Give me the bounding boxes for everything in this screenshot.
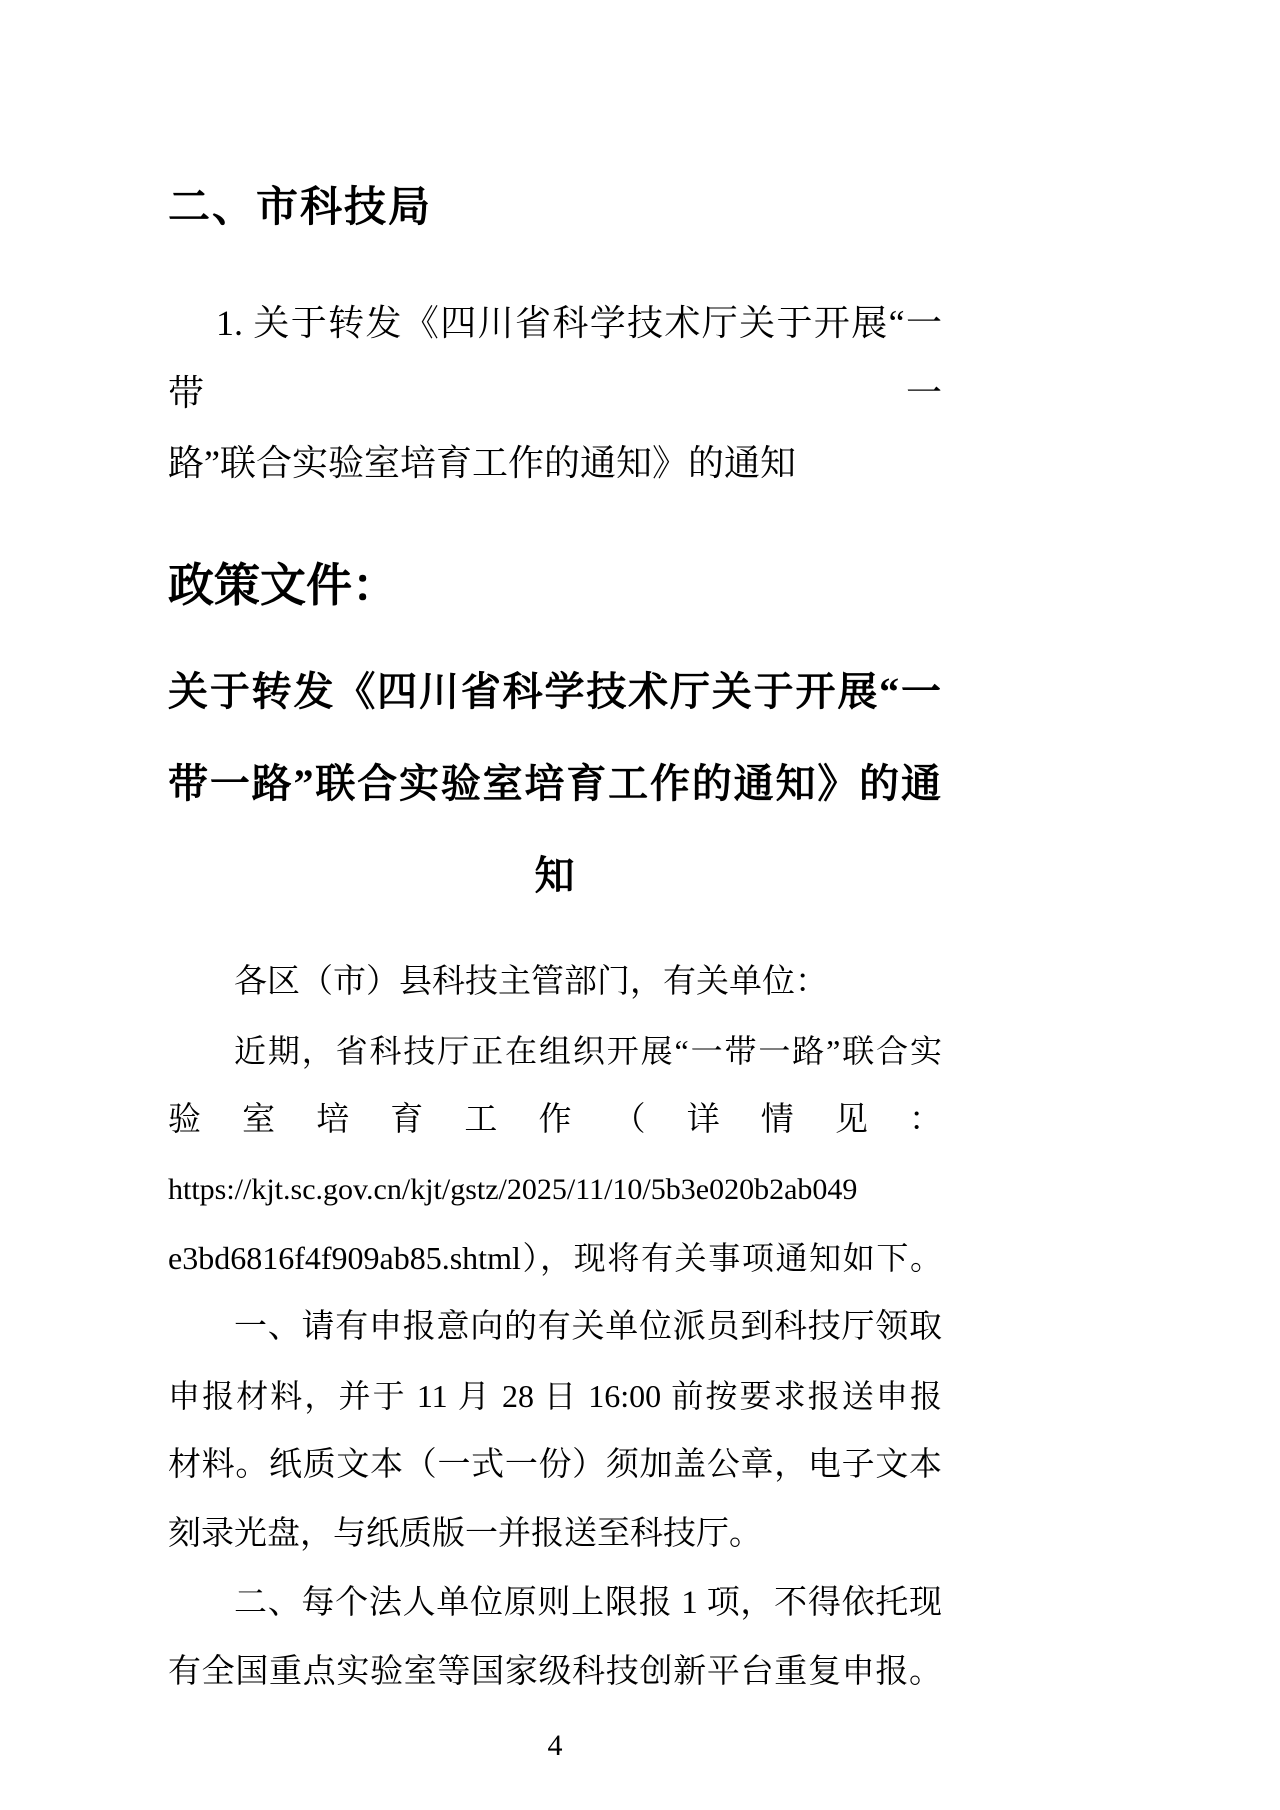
document-title — [168, 646, 942, 922]
document-title-line-1: 关于转发《四川省科学技术厅关于开展“一 — [168, 669, 942, 714]
intro-line-1: 近期，省科技厅正在组织开展“一带一路”联合实 — [234, 1033, 942, 1069]
point-2-line-1: 二、每个法人单位原则上限报 1 项，不得依托现 — [234, 1585, 942, 1621]
section-heading: 二、市科技局 — [168, 183, 433, 230]
point-2-line-2: 有全国重点实验室等国家级科技创新平台重复申报。 — [168, 1654, 942, 1690]
url-line-2-latin: e3bd6816f4f909ab85.shtml — [168, 1240, 521, 1276]
document-title-line-2: 带一路”联合实验室培育工作的通知》的通 — [168, 761, 942, 806]
document-title-line-3: 知 — [534, 853, 576, 898]
text-column — [0, 182, 942, 1763]
url-line-1: https://kjt.sc.gov.cn/kjt/gstz/2025/11/10/5b3e020b2ab049 — [168, 1173, 858, 1206]
point-1-line-3: 材料。纸质文本（一式一份）须加盖公章，电子文本 — [168, 1447, 942, 1483]
url-line-2-suffix: ），现将有关事项通知如下。 — [520, 1240, 942, 1276]
salutation-line: 各区（市）县科技主管部门，有关单位： — [234, 964, 828, 1000]
item-title-line-2: 路”联合实验室培育工作的通知》的通知 — [168, 443, 796, 483]
point-1-line-1: 一、请有申报意向的有关单位派员到科技厅领取 — [234, 1309, 942, 1345]
intro-line-2-spread: 验室培育工作（详情见： — [168, 1102, 942, 1138]
document-body — [168, 948, 942, 1707]
policy-file-label: 政策文件： — [168, 560, 398, 611]
item-title-paragraph — [168, 288, 942, 498]
url-line-2 — [168, 1224, 942, 1293]
item-title-line-1: 1. 关于转发《四川省科学技术厅关于开展“一带一 — [168, 303, 942, 413]
page-number: 4 — [547, 1729, 563, 1762]
point-1-line-2: 申报材料，并于 11 月 28 日 16:00 前按要求报送申报 — [168, 1378, 942, 1414]
point-1-line-4: 刻录光盘，与纸质版一并报送至科技厅。 — [168, 1516, 762, 1552]
